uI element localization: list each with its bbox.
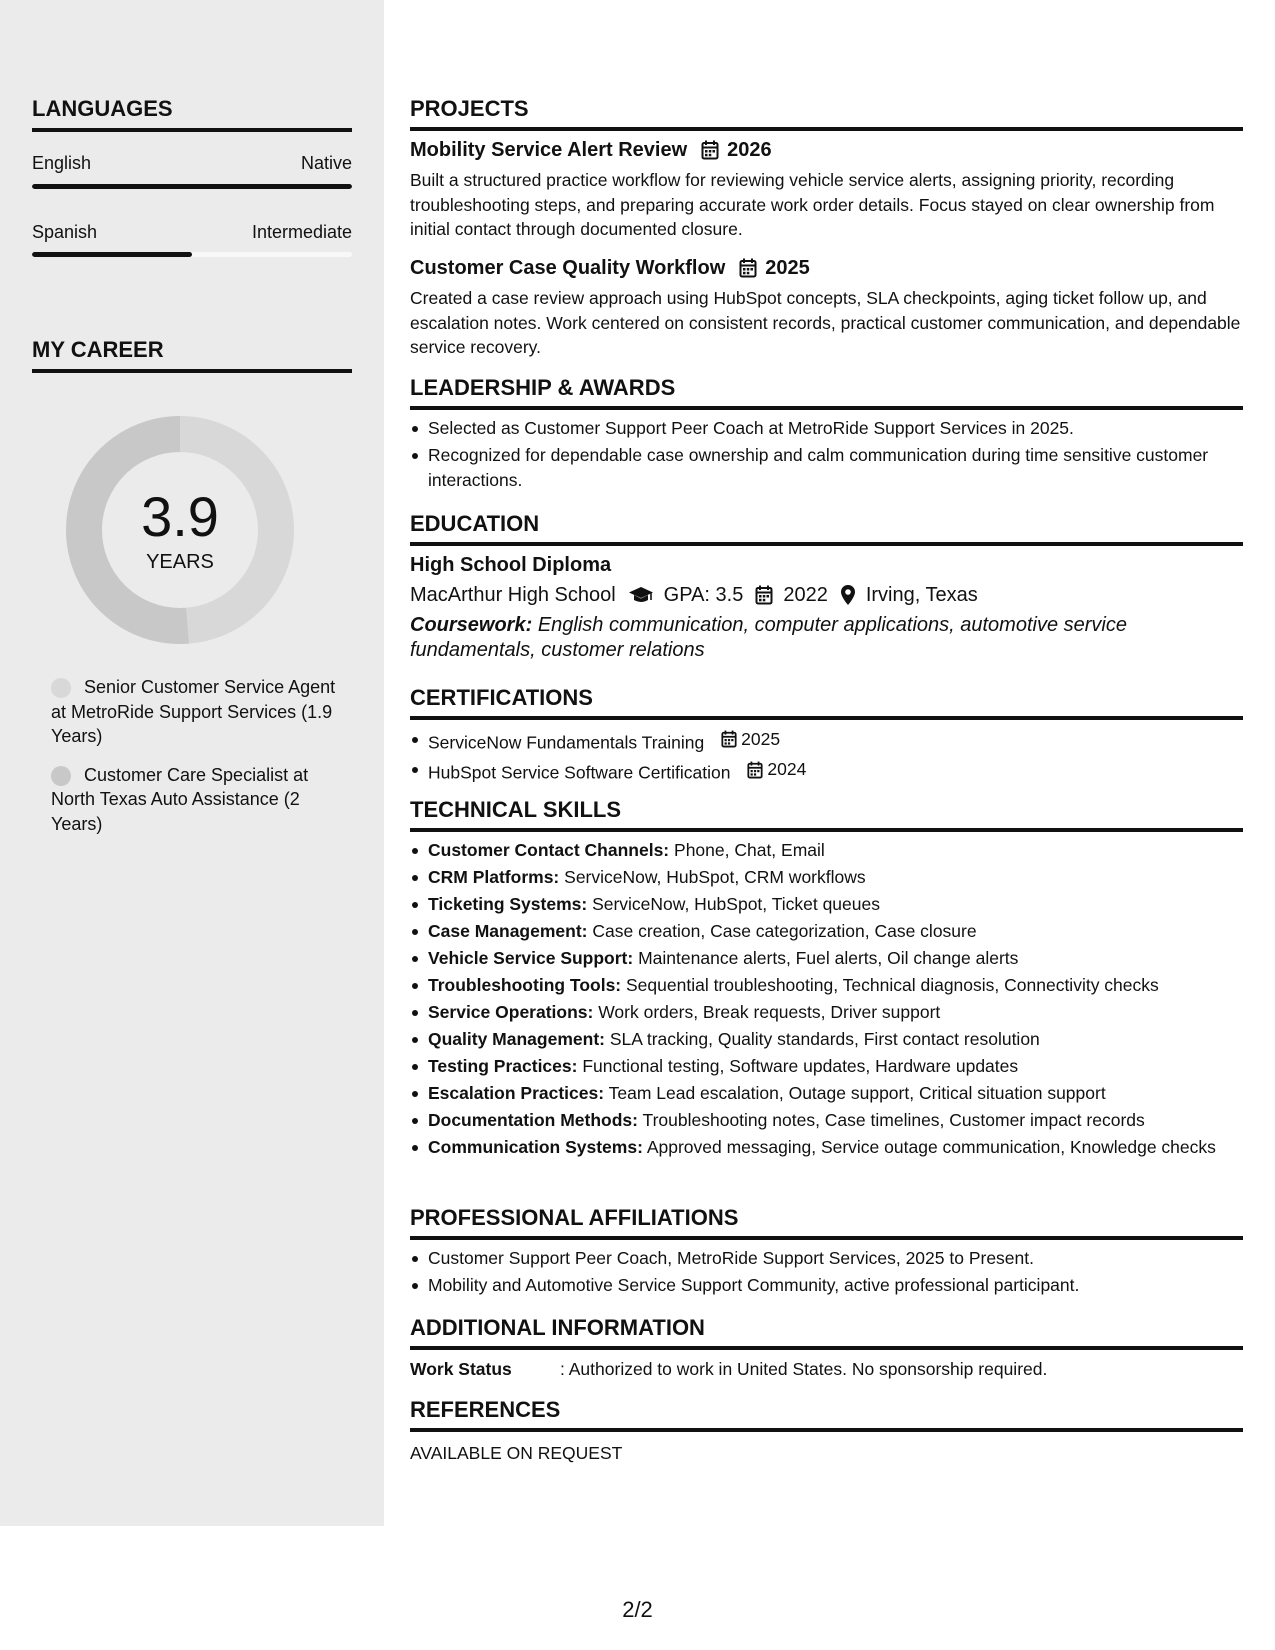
skills-list <box>410 838 1243 1162</box>
skill-label: Testing Practices: <box>428 1056 578 1076</box>
project-title: Mobility Service Alert Review <box>410 139 688 161</box>
education-school: MacArthur High School <box>410 584 616 606</box>
skill-item <box>410 1108 1243 1133</box>
languages-heading: LANGUAGES <box>32 96 352 132</box>
skill-label: Documentation Methods: <box>428 1110 638 1130</box>
career-legend <box>51 675 341 850</box>
career-legend-item <box>51 675 341 749</box>
project-description: Built a structured practice workflow for reviewing vehicle service alerts, assigning priority, recording troubleshooting steps, and preparing accurate work order details. Focus stayed on clear ownership from initial contact through documented closure. <box>410 170 1215 239</box>
skill-label: Communication Systems: <box>428 1137 643 1157</box>
certification-item <box>410 727 1243 755</box>
calendar-icon <box>721 730 737 748</box>
education-degree: High School Diploma <box>410 554 612 576</box>
skill-label: Troubleshooting Tools: <box>428 975 622 995</box>
coursework-text: English communication, computer applications, automotive service fundamentals, customer relations <box>410 614 1127 661</box>
calendar-icon <box>755 585 773 605</box>
skill-label: CRM Platforms: <box>428 867 560 887</box>
skill-value: Maintenance alerts, Fuel alerts, Oil change alerts <box>638 948 1019 968</box>
skill-value: Case creation, Case categorization, Case closure <box>592 921 977 941</box>
list-item: Customer Support Peer Coach, MetroRide Support Services, 2025 to Present. <box>410 1246 1243 1271</box>
skill-label: Ticketing Systems: <box>428 894 588 914</box>
certifications-list <box>410 727 1243 788</box>
skill-value: SLA tracking, Quality standards, First contact resolution <box>609 1029 1040 1049</box>
list-item: Mobility and Automotive Service Support Community, active professional participant. <box>410 1273 1243 1298</box>
calendar-icon <box>701 140 719 160</box>
references-heading: REFERENCES <box>410 1397 1243 1432</box>
education-details <box>410 583 978 607</box>
project-title-row <box>410 138 772 162</box>
language-bar-english <box>32 184 352 189</box>
certification-item <box>410 757 1243 785</box>
graduation-cap-icon <box>628 585 654 605</box>
skill-label: Service Operations: <box>428 1002 594 1022</box>
skill-item <box>410 865 1243 890</box>
skill-item <box>410 1027 1243 1052</box>
skill-item <box>410 1054 1243 1079</box>
skill-item <box>410 1081 1243 1106</box>
project-description: Created a case review approach using HubSpot concepts, SLA checkpoints, aging ticket follow up, and escalation notes. Work centered on consistent records, practical customer communication, and dependable service recovery. <box>410 288 1241 357</box>
skill-item <box>410 892 1243 917</box>
skill-value: ServiceNow, HubSpot, Ticket queues <box>592 894 880 914</box>
certification-name: HubSpot Service Software Certification <box>428 762 731 783</box>
language-bar-fill <box>32 252 192 257</box>
legend-dot <box>51 678 71 698</box>
skill-value: ServiceNow, HubSpot, CRM workflows <box>564 867 866 887</box>
education-heading: EDUCATION <box>410 511 1243 546</box>
list-item: Selected as Customer Support Peer Coach at MetroRide Support Services in 2025. <box>410 416 1243 441</box>
affiliations-list <box>410 1246 1243 1300</box>
skill-value: Troubleshooting notes, Case timelines, Customer impact records <box>642 1110 1145 1130</box>
skill-label: Quality Management: <box>428 1029 605 1049</box>
skill-item <box>410 973 1243 998</box>
leadership-list <box>410 416 1243 495</box>
skill-value: Functional testing, Software updates, Hardware updates <box>582 1056 1019 1076</box>
education-gpa: GPA: 3.5 <box>663 584 744 606</box>
language-bar-spanish <box>32 252 352 257</box>
education-location: Irving, Texas <box>865 584 978 606</box>
skill-item <box>410 946 1243 971</box>
list-item: Recognized for dependable case ownership and calm communication during time sensitive customer interactions. <box>410 443 1243 492</box>
language-name: English <box>32 153 92 173</box>
career-legend-item <box>51 763 341 837</box>
certification-date <box>747 757 806 782</box>
career-total-unit: YEARS <box>146 551 214 573</box>
language-level: Intermediate <box>251 222 352 242</box>
skill-item <box>410 1000 1243 1025</box>
language-row-english <box>32 152 352 174</box>
skill-label: Vehicle Service Support: <box>428 948 634 968</box>
work-status-label: Work Status <box>410 1359 512 1379</box>
career-legend-label: Senior Customer Service Agent at MetroRide Support Services (1.9 Years) <box>51 677 336 746</box>
skill-item <box>410 838 1243 863</box>
language-level: Native <box>300 153 352 173</box>
skill-item <box>410 1135 1243 1160</box>
skill-label: Escalation Practices: <box>428 1083 605 1103</box>
career-legend-label: Customer Care Specialist at North Texas Auto Assistance (2 Years) <box>51 764 309 834</box>
legend-dot <box>51 766 71 786</box>
language-bar-fill <box>32 184 352 189</box>
additional-info-heading: ADDITIONAL INFORMATION <box>410 1315 1243 1350</box>
page-number: 2/2 <box>622 1597 653 1622</box>
certification-name: ServiceNow Fundamentals Training <box>428 732 705 753</box>
skill-value: Sequential troubleshooting, Technical diagnosis, Connectivity checks <box>626 975 1159 995</box>
language-name: Spanish <box>32 222 98 242</box>
skills-heading: TECHNICAL SKILLS <box>410 797 1243 832</box>
work-status-value: : Authorized to work in United States. No sponsorship required. <box>560 1359 1048 1379</box>
references-text: AVAILABLE ON REQUEST <box>410 1443 623 1463</box>
skill-label: Customer Contact Channels: <box>428 840 670 860</box>
calendar-icon <box>747 761 763 779</box>
affiliations-heading: PROFESSIONAL AFFILIATIONS <box>410 1205 1243 1240</box>
project-title-row <box>410 256 810 280</box>
skill-item <box>410 919 1243 944</box>
certifications-heading: CERTIFICATIONS <box>410 685 1243 720</box>
skill-value: Approved messaging, Service outage communication, Knowledge checks <box>646 1137 1216 1157</box>
leadership-heading: LEADERSHIP & AWARDS <box>410 375 1243 410</box>
sidebar <box>0 0 384 1526</box>
language-row-spanish <box>32 221 352 243</box>
project-year: 2026 <box>727 139 772 161</box>
skill-value: Work orders, Break requests, Driver support <box>598 1002 941 1022</box>
education-year: 2022 <box>783 584 828 606</box>
skill-value: Team Lead escalation, Outage support, Critical situation support <box>608 1083 1106 1103</box>
education-coursework <box>410 613 1190 662</box>
career-total-years: 3.9 <box>141 485 219 548</box>
certification-year: 2025 <box>741 729 781 749</box>
project-title: Customer Case Quality Workflow <box>410 257 726 279</box>
certification-year: 2024 <box>767 759 807 780</box>
coursework-label: Coursework: <box>410 614 533 636</box>
projects-heading: PROJECTS <box>410 96 1243 131</box>
certification-date <box>721 727 780 752</box>
skill-label: Case Management: <box>428 921 588 941</box>
career-heading: MY CAREER <box>32 337 352 373</box>
location-pin-icon <box>840 584 856 606</box>
calendar-icon <box>739 258 757 278</box>
skill-value: Phone, Chat, Email <box>674 840 825 860</box>
project-year: 2025 <box>765 257 810 279</box>
